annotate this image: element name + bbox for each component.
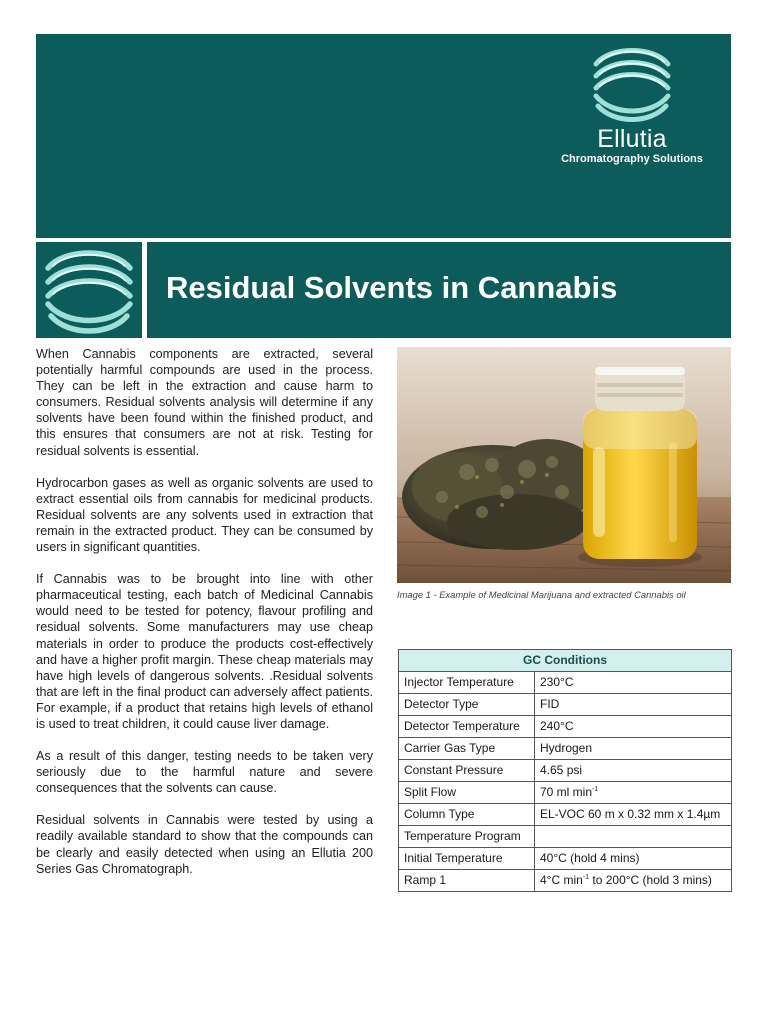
row-label: Constant Pressure <box>399 760 535 782</box>
title-bar <box>147 242 731 338</box>
table-row <box>399 848 732 870</box>
table-row <box>399 760 732 782</box>
body-paragraph: Hydrocarbon gases as well as organic solvents are used to extract essential oils from cannabis for medicinal products. Residual solvents are any solvents used in extraction that remain in the extracted product. They can be consumed by users in significant quantities. <box>36 475 373 555</box>
row-value: EL-VOC 60 m x 0.32 mm x 1.4µm <box>535 804 732 826</box>
row-label: Injector Temperature <box>399 672 535 694</box>
body-paragraph: As a result of this danger, testing needs to be taken very seriously due to the harmful nature and severe consequences that the solvents can cause. <box>36 749 373 796</box>
body-paragraph: Residual solvents in Cannabis were tested by using a readily available standard to show that the compounds can be clearly and easily detected when using an Ellutia 200 Series Gas Chromatograph. <box>36 813 373 876</box>
value-exponent: -1 <box>582 874 590 881</box>
table-row <box>399 672 732 694</box>
row-value: 240°C <box>535 716 732 738</box>
row-label: Temperature Program <box>399 826 535 848</box>
cannabis-oil-photo <box>397 347 731 583</box>
row-value <box>535 826 732 848</box>
table-row <box>399 738 732 760</box>
table-row <box>399 716 732 738</box>
table-row <box>399 694 732 716</box>
table-row <box>399 870 732 892</box>
image-caption: Image 1 - Example of Medicinal Marijuana and extracted Cannabis oil <box>397 589 686 600</box>
row-value: 4.65 psi <box>535 760 732 782</box>
table-header-row <box>399 650 732 672</box>
row-value: Hydrogen <box>535 738 732 760</box>
table-row <box>399 826 732 848</box>
row-value: 40°C (hold 4 mins) <box>535 848 732 870</box>
header-banner <box>36 34 731 238</box>
value-text: to 200°C (hold 3 mins) <box>589 873 712 887</box>
row-value <box>535 782 732 804</box>
row-value: 230°C <box>535 672 732 694</box>
value-text: 70 ml min <box>540 785 593 799</box>
brand-tagline: Chromatography Solutions <box>561 153 703 165</box>
row-value <box>535 870 732 892</box>
gc-conditions-table <box>398 649 732 892</box>
row-value: FID <box>535 694 732 716</box>
brand-block <box>547 44 717 166</box>
brand-name: Ellutia <box>597 125 667 153</box>
body-text-column <box>36 346 373 893</box>
body-paragraph: If Cannabis was to be brought into line with other pharmaceutical testing, each batch of Medicinal Cannabis would need to be tested for potency, flavour profiling and residual solvents. Some manufacturers may use cheap materials in order to produce the products cost-effectively and have a higher profit margin. These cheap materials may have high levels of dangerous solvents. .Residual solvents that are left in the final product can adversely affect patients. For example, if a product that retains high levels of ethanol is used to treat children, it could cause liver damage. <box>36 572 373 731</box>
row-label: Ramp 1 <box>399 870 535 892</box>
title-logo-box <box>36 242 142 338</box>
row-label: Detector Type <box>399 694 535 716</box>
table-row <box>399 782 732 804</box>
value-text: 4°C min <box>540 873 583 887</box>
table-row <box>399 804 732 826</box>
row-label: Detector Temperature <box>399 716 535 738</box>
page-title: Residual Solvents in Cannabis <box>166 270 618 305</box>
body-paragraph: When Cannabis components are extracted, several potentially harmful compounds are used in the process. They can be left in the extraction and cause harm to consumers. Residual solvents analysis will determine if any solvents have been found within the finished product, and this ensures that consumers are not at risk. Testing for residual solvents is essential. <box>36 347 373 458</box>
row-label: Split Flow <box>399 782 535 804</box>
row-label: Column Type <box>399 804 535 826</box>
ring-logo-icon <box>42 246 136 336</box>
table-header: GC Conditions <box>399 650 732 672</box>
value-exponent: -1 <box>592 786 599 793</box>
row-label: Carrier Gas Type <box>399 738 535 760</box>
cannabis-oil-illustration <box>397 347 731 583</box>
ellutia-ring-logo-icon <box>590 44 674 124</box>
row-label: Initial Temperature <box>399 848 535 870</box>
